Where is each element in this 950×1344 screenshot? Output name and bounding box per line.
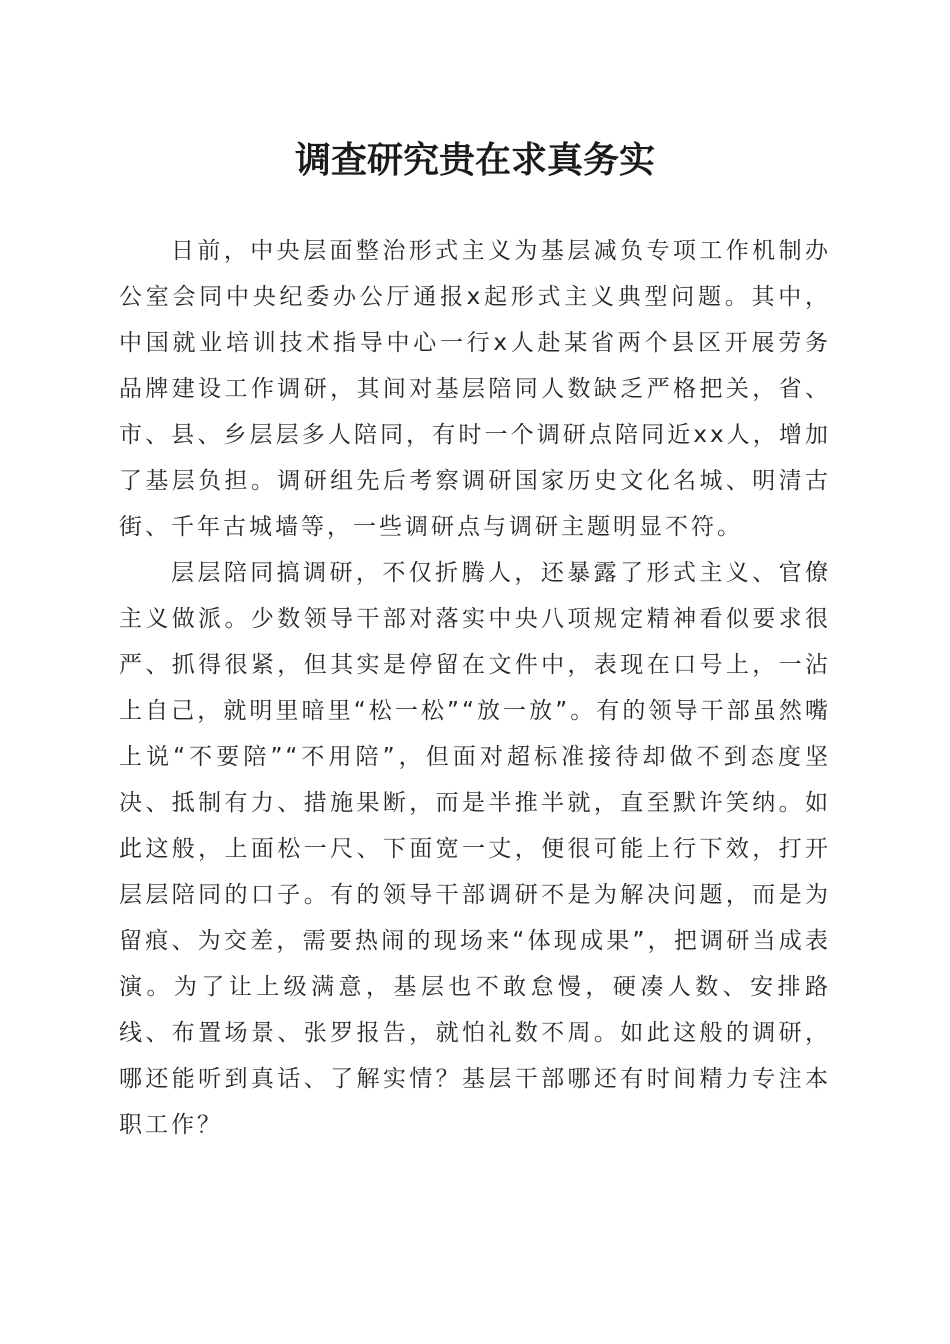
paragraph-1: 日前，中央层面整治形式主义为基层减负专项工作机制办公室会同中央纪委办公厅通报x起形式主义典型问题。其中，中国就业培训技术指导中心一行x人赴某省两个县区开展劳务品牌建设工作调研，其间对基层陪同人数缺乏严格把关，省、市、县、乡层层多人陪同，有时一个调研点陪同近xx人，增加了基层负担。调研组先后考察调研国家历史文化名城、明清古街、千年古城墙等，一些调研点与调研主题明显不符。 <box>119 238 831 540</box>
paragraph-2: 层层陪同搞调研，不仅折腾人，还暴露了形式主义、官僚主义做派。少数领导干部对落实中央八项规定精神看似要求很严、抓得很紧，但其实是停留在文件中，表现在口号上，一沾上自己，就明里暗里“松一松”“放一放”。有的领导干部虽然嘴上说“不要陪”“不用陪”，但面对超标准接待却做不到态度坚决、抵制有力、措施果断，而是半推半就，直至默许笑纳。如此这般，上面松一尺、下面宽一丈，便很可能上行下效，打开层层陪同的口子。有的领导干部调研不是为解决问题，而是为留痕、为交差，需要热闹的现场来“体现成果”，把调研当成表演。为了让上级满意，基层也不敢怠慢，硬凑人数、安排路线、布置场景、张罗报告，就怕礼数不周。如此这般的调研，哪还能听到真话、了解实情？基层干部哪还有时间精力专注本职工作？ <box>119 560 831 1138</box>
document-body <box>119 228 831 1148</box>
document-title: 调查研究贵在求真务实 <box>294 139 655 181</box>
